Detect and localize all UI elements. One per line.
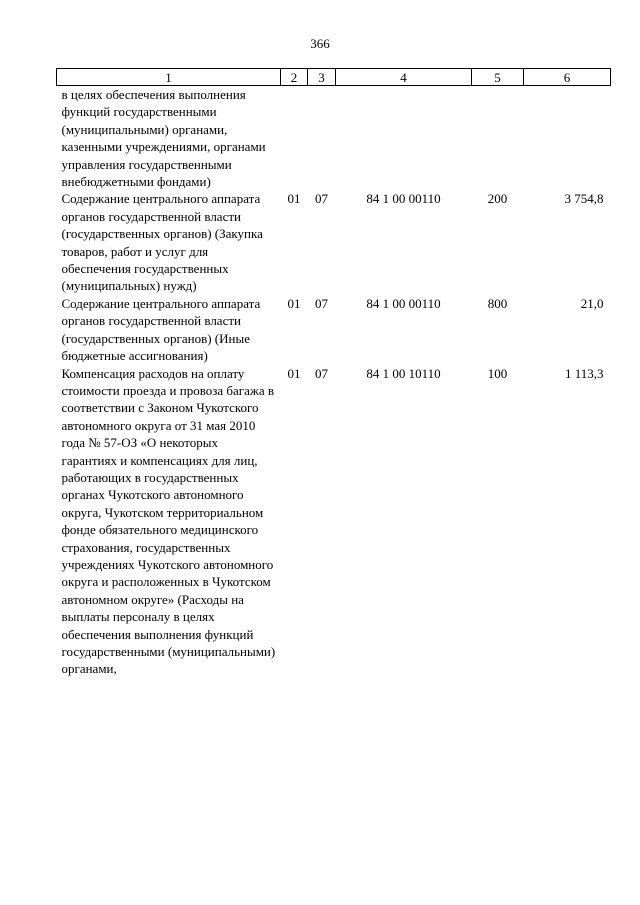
table-row <box>57 86 611 191</box>
row-amount: 21,0 <box>580 295 604 311</box>
table-row <box>57 295 611 365</box>
row-name: Содержание центрального аппарата органов государственной власти (государственных органов) (Закупка товаров, работ и услуг для обеспечения государственных (муниципальных) нужд) <box>61 191 263 294</box>
header-row <box>57 69 611 86</box>
page-number: 366 <box>310 36 330 51</box>
row-subsection <box>308 86 336 191</box>
row-expense-type: 800 <box>487 295 508 311</box>
row-target: 84 1 00 00110 <box>366 295 441 311</box>
column-header-6: 6 <box>524 69 611 86</box>
row-amount: 3 754,8 <box>564 191 604 207</box>
row-section: 01 <box>287 365 301 381</box>
row-amount <box>524 86 611 191</box>
row-target: 84 1 00 00110 <box>366 191 441 207</box>
column-header-4: 4 <box>336 69 472 86</box>
row-amount: 1 113,3 <box>564 365 604 381</box>
budget-table <box>56 68 611 678</box>
table-row <box>57 190 611 294</box>
row-subsection: 07 <box>315 295 328 311</box>
column-header-2: 2 <box>281 69 308 86</box>
row-section <box>281 86 308 191</box>
column-header-3: 3 <box>308 69 336 86</box>
table-row <box>57 365 611 678</box>
row-target: 84 1 00 10110 <box>366 365 441 381</box>
row-expense-type <box>472 86 524 191</box>
row-expense-type: 200 <box>487 191 508 207</box>
row-section: 01 <box>287 295 301 311</box>
row-name: Содержание центрального аппарата органов государственной власти (государственных органов) (Иные бюджетные ассигнования) <box>61 295 261 364</box>
row-subsection: 07 <box>315 191 328 207</box>
row-name: Компенсация расходов на оплату стоимости проезда и провоза багажа в соответствии с Законом Чукотского автономного округа от 31 мая 2010 года № 57-ОЗ «О некоторых гарантиях и компенсациях для лиц, работающих в государственных органах Чукотского автономного округа, Чукотском территориальном фонде обязательного медицинского страхования, государственных учреждениях Чукотского автономного округа и расположенных в Чукотском автономном округе» (Расходы на выплаты персоналу в целях обеспечения выполнения функций государственными (муниципальными) органами, <box>61 365 276 677</box>
column-header-5: 5 <box>472 69 524 86</box>
column-header-1: 1 <box>57 69 281 86</box>
row-target <box>336 86 472 191</box>
row-expense-type: 100 <box>487 365 508 381</box>
row-section: 01 <box>287 191 301 207</box>
row-subsection: 07 <box>315 365 328 381</box>
row-name: в целях обеспечения выполнения функций государственными (муниципальными) органами, казенными учреждениями, органами управления государственными внебюджетными фондами) <box>61 87 266 190</box>
